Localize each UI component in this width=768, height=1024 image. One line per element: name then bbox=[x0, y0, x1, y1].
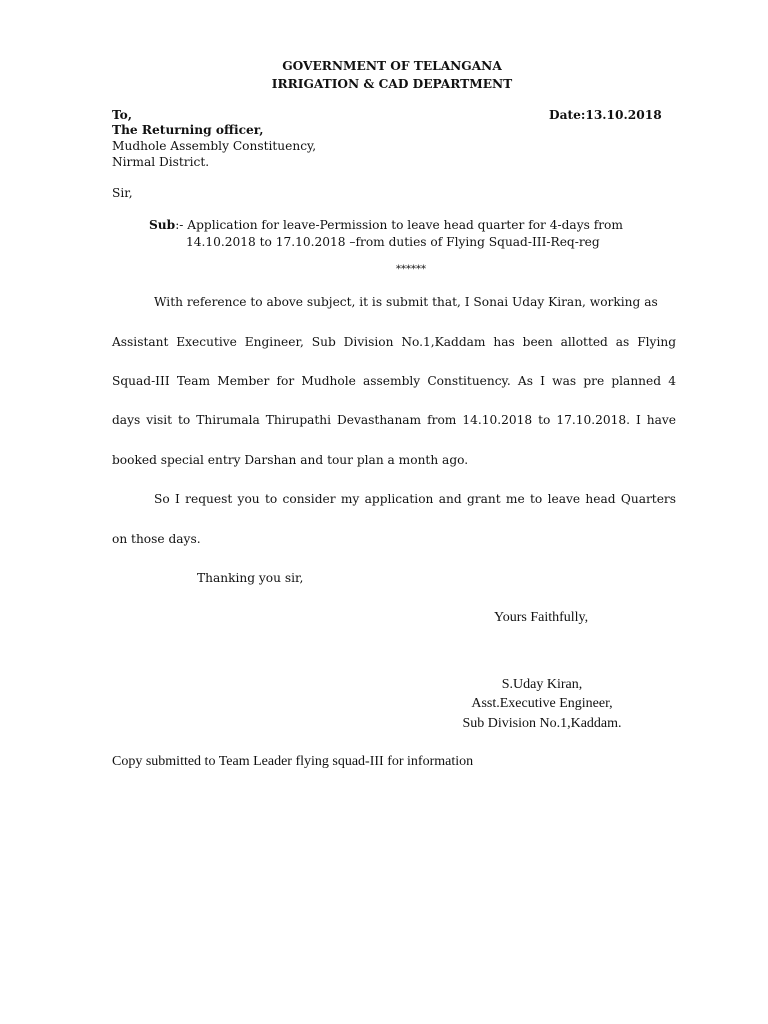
address-recipient: The Returning officer, bbox=[112, 123, 264, 137]
body-p2-line-2: on those days. bbox=[112, 532, 201, 546]
thanks-line: Thanking you sir, bbox=[197, 571, 304, 585]
body-p1-line-2: Assistant Executive Engineer, Sub Division No.1,Kaddam has been allotted as Flying bbox=[112, 335, 676, 349]
letter-date: Date:13.10.2018 bbox=[549, 108, 662, 122]
body-p1-line-4: days visit to Thirumala Thirupathi Devasthanam from 14.10.2018 to 17.10.2018. I have bbox=[112, 413, 676, 427]
signature-office: Sub Division No.1,Kaddam. bbox=[462, 716, 622, 731]
address-to: To, bbox=[112, 108, 133, 122]
copy-note: Copy submitted to Team Leader flying squad-III for information bbox=[112, 754, 474, 769]
signature-designation: Asst.Executive Engineer, bbox=[471, 696, 613, 711]
address-line-1: Mudhole Assembly Constituency, bbox=[112, 139, 317, 153]
body-p1-line-3: Squad-III Team Member for Mudhole assembly Constituency. As I was pre planned 4 bbox=[112, 374, 676, 388]
salutation: Sir, bbox=[112, 186, 133, 200]
header-government: GOVERNMENT OF TELANGANA bbox=[282, 59, 502, 73]
body-p1-line-5: booked special entry Darshan and tour plan a month ago. bbox=[112, 453, 469, 467]
closing: Yours Faithfully, bbox=[494, 610, 589, 625]
subject-label: Sub bbox=[149, 218, 176, 232]
body-p2-line-1: So I request you to consider my application and grant me to leave head Quarters bbox=[154, 492, 676, 506]
subject-text: :- Application for leave-Permission to leave head quarter for 4-days from bbox=[175, 218, 623, 232]
signature-name: S.Uday Kiran, bbox=[501, 677, 583, 692]
subject-line-1 bbox=[149, 218, 623, 232]
subject-separator: ****** bbox=[396, 264, 426, 275]
address-line-2: Nirmal District. bbox=[112, 155, 210, 169]
body-p1-line-1: With reference to above subject, it is submit that, I Sonai Uday Kiran, working as bbox=[154, 295, 658, 309]
subject-line-2: 14.10.2018 to 17.10.2018 –from duties of Flying Squad-III-Req-reg bbox=[186, 235, 600, 249]
header-department: IRRIGATION & CAD DEPARTMENT bbox=[271, 77, 513, 91]
